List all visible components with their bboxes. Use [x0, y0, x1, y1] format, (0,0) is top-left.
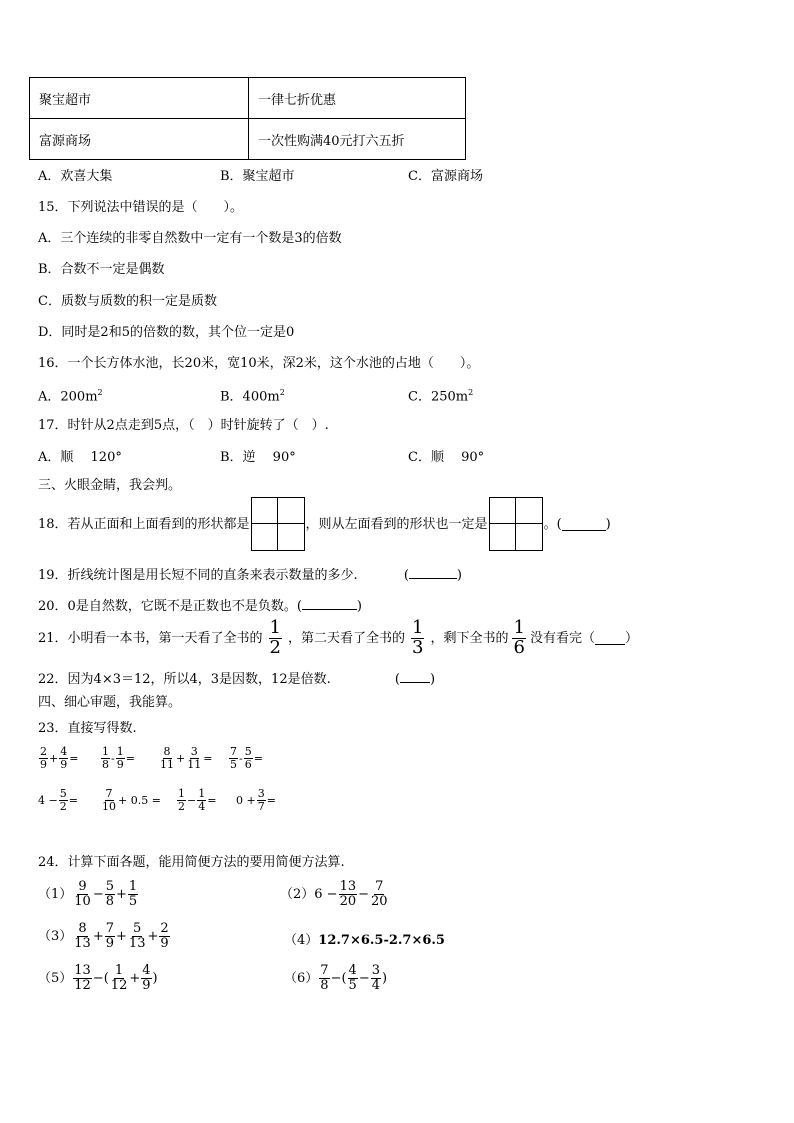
- question-text: ，剩下全书的: [430, 630, 509, 646]
- fraction: $\frac{1}{4}$: [198, 787, 206, 813]
- question-24-stem: 24．计算下面各题，能用简便方法的要用简便方法算.: [38, 855, 345, 870]
- problem-label: （4）: [284, 933, 319, 948]
- question-15-stem: 15．下列说法中错误的是（ ）。: [38, 200, 244, 215]
- answer-blank[interactable]: [595, 632, 625, 645]
- fraction: 8 11: [160, 745, 174, 771]
- question-text: (: [394, 672, 400, 687]
- quick-calc-item: 7 5 - $\frac{5}{6}$ =: [230, 745, 263, 771]
- question-text: ): [605, 516, 611, 532]
- option-b: B．合数不一定是偶数: [38, 262, 165, 277]
- question-text: ): [429, 672, 436, 687]
- problem-label: （3）: [38, 928, 73, 944]
- fraction: 1 6: [513, 617, 525, 658]
- question-text: 没有看完（: [529, 630, 595, 646]
- question-21: [38, 619, 638, 658]
- table-row: [30, 119, 466, 160]
- fraction: $\frac{3}{4}$: [371, 963, 380, 993]
- quick-calc-row: [38, 788, 296, 812]
- option-a: A．顺 120°: [38, 450, 122, 465]
- fraction: 1 12: [110, 963, 128, 993]
- fraction: $\frac{1}{9}$: [116, 745, 124, 771]
- answer-blank[interactable]: [409, 566, 457, 579]
- question-18: [38, 497, 611, 551]
- option-c: C．顺 90°: [408, 450, 485, 465]
- fraction: $\frac{5}{2}$: [59, 787, 67, 813]
- calc-problem-5: （5） 13 12 −( 1 12 + $\frac{4}{9}$ ): [38, 963, 158, 993]
- fraction: 7 10: [102, 787, 116, 813]
- question-text: 21．小明看一本书，第一天看了全书的: [38, 630, 263, 646]
- quick-calc-row: [38, 746, 288, 770]
- table-row: [30, 78, 466, 119]
- fraction: $\frac{4}{9}$: [60, 745, 68, 771]
- fraction: 1 2: [178, 787, 185, 813]
- section-heading: 四、细心审题，我能算。: [38, 695, 182, 710]
- table-cell: 一律七折优惠: [249, 78, 466, 119]
- quick-calc-item: 0 + $\frac{3}{7}$ =: [236, 787, 276, 813]
- answer-blank[interactable]: [562, 518, 606, 531]
- fraction: $\frac{5}{6}$: [244, 745, 252, 771]
- option-d: D．同时是2和5的倍数的数，其个位一定是0: [38, 325, 295, 340]
- fraction: $\frac{3}{7}$: [257, 787, 265, 813]
- option-b: B．逆 90°: [220, 450, 296, 465]
- fraction: $\frac{7}{9}$: [105, 921, 115, 951]
- fraction: $\frac{5}{8}$: [105, 879, 115, 909]
- problem-label: （5）: [38, 970, 73, 986]
- grid-shape-icon: [251, 497, 305, 551]
- fraction: 1 2: [269, 617, 281, 658]
- question-text: 22．因为4×3＝12，所以4，3是因数，12是倍数.: [38, 672, 331, 687]
- quick-calc-item: 4 − $\frac{5}{2}$ =: [38, 787, 78, 813]
- question-text: (: [403, 568, 409, 583]
- problem-label: （2）: [280, 886, 315, 902]
- question-19: [38, 566, 462, 582]
- option-a: A．$200m^2$: [38, 388, 103, 405]
- answer-blank[interactable]: [400, 670, 430, 683]
- fraction: 4 5: [348, 963, 357, 993]
- option-c: C．$250m^2$: [408, 388, 474, 405]
- section-heading: 三、火眼金睛，我会判。: [38, 478, 182, 493]
- question-text: 20．0是自然数，它既不是正数也不是负数。(: [38, 599, 302, 614]
- calc-problem-4: [284, 934, 445, 947]
- fraction: 1 3: [412, 617, 424, 658]
- fraction: $\frac{7}{20}$: [371, 879, 388, 909]
- table-cell: 富源商场: [30, 119, 249, 160]
- calc-problem-6: （6） 7 8 −( 4 5 − $\frac{3}{4}$ ): [284, 963, 388, 993]
- question-text: ): [456, 568, 462, 583]
- grid-shape-icon: [489, 497, 543, 551]
- expression: 12.7×6.5-2.7×6.5: [318, 933, 445, 948]
- question-text: 。(: [543, 516, 562, 532]
- fraction: 2 9: [40, 745, 47, 771]
- quick-calc-item: 1 8 - $\frac{1}{9}$ =: [102, 745, 135, 771]
- calc-problem-2: （2） 6 − $\frac{13}{20}$ − $\frac{7}{20}$: [280, 879, 388, 909]
- question-17-stem: 17．时针从2点走到5点，（ ）时针旋转了（ ）.: [38, 418, 329, 433]
- option-a: A．三个连续的非零自然数中一定有一个数是3的倍数: [38, 231, 342, 246]
- calc-problem-1: （1） 9 10 − $\frac{5}{8}$ + $\frac{1}{5}$: [38, 879, 138, 909]
- option-b: B．聚宝超市: [220, 169, 295, 184]
- question-22: [38, 670, 435, 686]
- fraction: $\frac{4}{9}$: [142, 963, 151, 993]
- fraction: $\frac{5}{13}$: [128, 921, 146, 951]
- fraction: 7 8: [320, 963, 329, 993]
- quick-calc-item: 2 9 + $\frac{4}{9}$ =: [40, 745, 79, 771]
- fraction: 8 13: [74, 921, 91, 951]
- question-text: ，第二天看了全书的: [288, 630, 406, 646]
- answer-blank[interactable]: [302, 597, 357, 610]
- option-c: C．富源商场: [408, 169, 483, 184]
- fraction: 1 8: [102, 745, 109, 771]
- option-a: A．欢喜大集: [38, 169, 113, 184]
- question-text: ，则从左面看到的形状也一定是: [305, 516, 488, 532]
- table-cell: 聚宝超市: [30, 78, 249, 119]
- question-text: 18．若从正面和上面看到的形状都是: [38, 516, 250, 532]
- fraction: $\frac{2}{9}$: [160, 921, 169, 951]
- question-16-stem: 16．一个长方体水池，长20米，宽10米，深2米，这个水池的占地（ ）。: [38, 356, 480, 371]
- question-20: [38, 597, 362, 613]
- fraction: $\frac{13}{20}$: [339, 879, 357, 909]
- quick-calc-item: 8 11 + $\frac{3}{11}$ =: [160, 745, 213, 771]
- question-text: 19．折线统计图是用长短不同的直条来表示数量的多少.: [38, 568, 358, 583]
- fraction: 13 12: [74, 963, 91, 993]
- problem-label: （6）: [284, 970, 319, 986]
- quick-calc-item: 7 10 + 0.5 =: [102, 787, 161, 813]
- question-23-stem: 23．直接写得数.: [38, 721, 137, 736]
- option-c: C．质数与质数的积一定是质数: [38, 294, 217, 309]
- question-text: ）: [624, 630, 638, 646]
- fraction: 9 10: [74, 879, 91, 909]
- fraction: $\frac{1}{5}$: [128, 879, 138, 909]
- problem-label: （1）: [38, 886, 73, 902]
- table-cell: 一次性购满40元打六五折: [249, 119, 466, 160]
- fraction: 7 5: [230, 745, 237, 771]
- fraction: $\frac{3}{11}$: [187, 745, 202, 771]
- calc-problem-3: （3） 8 13 + $\frac{7}{9}$ + $\frac{5}{13}$ + $\frac{2}{9}$: [38, 921, 169, 951]
- option-b: B．$400m^2$: [220, 388, 285, 405]
- store-discount-table: [29, 77, 466, 160]
- question-text: ): [356, 599, 362, 614]
- quick-calc-item: 1 2 − $\frac{1}{4}$ =: [178, 787, 217, 813]
